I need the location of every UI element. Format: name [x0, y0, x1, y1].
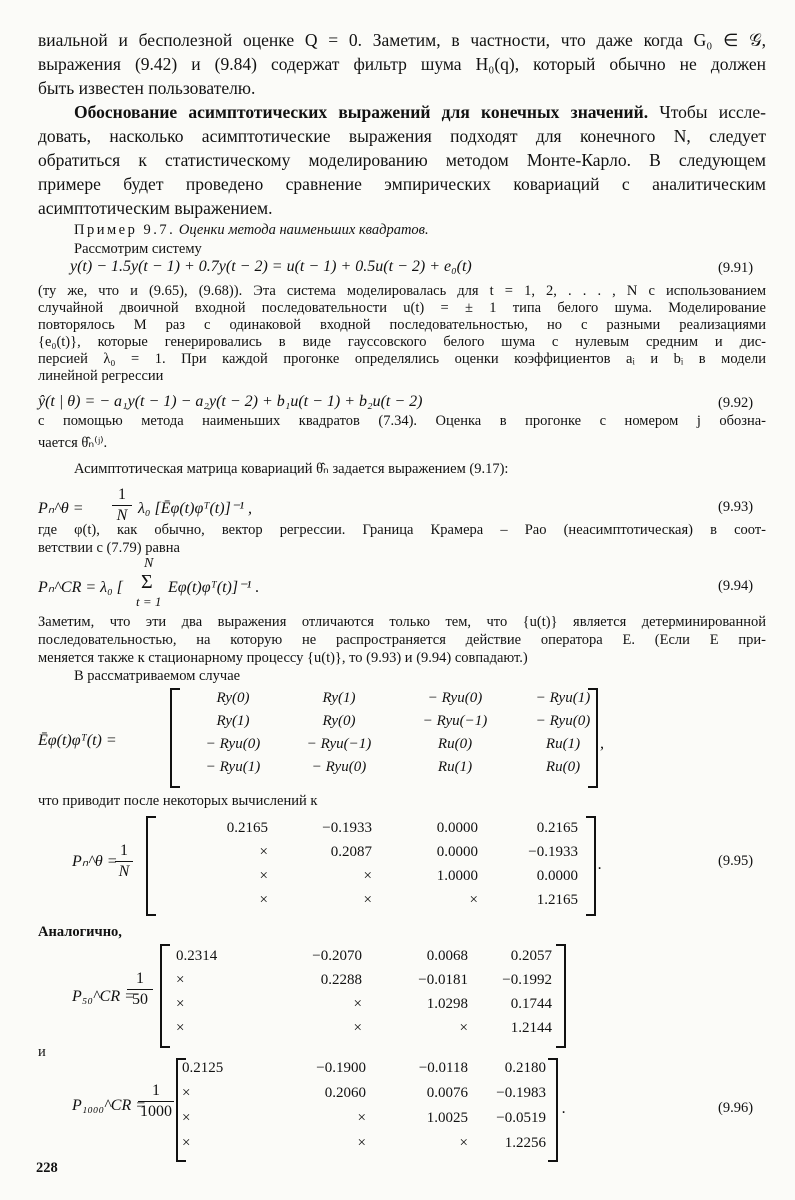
fraction-numerator: 1	[120, 842, 128, 859]
para5-line-1: Заметим, что эти два выражения отличаются только тем, что {u(t)} является детерминированной	[38, 614, 766, 630]
equation-9-95-fraction	[115, 842, 133, 881]
matrix-cell: ×	[459, 1020, 468, 1036]
matrix-cell: −0.1992	[502, 972, 552, 988]
matrix-cell: ×	[357, 1135, 366, 1151]
matrix-cell: 0.2060	[324, 1085, 366, 1101]
para4-line-1: где φ(t), как обычно, вектор регрессии. Граница Крамера – Рао (неасимптотическая) в соот-	[38, 522, 766, 538]
p50-fraction	[127, 970, 153, 1009]
asymptotic-line: Асимптотическая матрица ковариаций θ̂ₙ задается выражением (9.17):	[74, 461, 509, 477]
equation-number-9-91: (9.91)	[718, 260, 754, 276]
eq95-right-bracket	[586, 816, 596, 916]
sum-lower-limit: t = 1	[136, 594, 162, 609]
matrix-cell: 0.0000	[436, 844, 478, 860]
equation-9-93-lhs: Pₙ^θ =	[38, 500, 84, 517]
example-consider: Рассмотрим систему	[74, 241, 202, 257]
matrix-cell: 0.2314	[176, 948, 218, 964]
matrix-cell: − Ryu(0)	[427, 690, 483, 706]
equation-9-95-lhs: Pₙ^θ =	[72, 853, 118, 870]
intro-line-1: виальной и бесполезной оценке Q = 0. Заметим, в частности, что даже когда G₀ ∈ 𝒢,	[38, 30, 766, 50]
matrix-cell: 0.0000	[536, 868, 578, 884]
matrix-cell: 0.2057	[510, 948, 552, 964]
matrix-cell: ×	[459, 1135, 468, 1151]
section-line-5: асимптотическим выражением.	[38, 198, 273, 218]
eq95-left-bracket	[146, 816, 156, 916]
matrix-cell: Ru(0)	[437, 736, 473, 752]
p1000-tail: .	[562, 1100, 566, 1117]
matrix-cell: 0.2288	[320, 972, 362, 988]
matrix-cell: 0.2165	[226, 820, 268, 836]
equation-9-92: ŷ(t | θ) = − a₁y(t − 1) − a₂y(t − 2) + b₁u(t − 1) + b₂u(t − 2)	[38, 393, 423, 410]
matrix-cell: −0.0181	[418, 972, 468, 988]
fraction-numerator: 1	[136, 970, 144, 987]
fraction-denominator: N	[116, 507, 128, 524]
matrix-cell: ×	[259, 892, 268, 908]
matrix-cell: 0.0076	[426, 1085, 468, 1101]
equation-9-91: y(t) − 1.5y(t − 1) + 0.7y(t − 2) = u(t − 1) + 0.5u(t − 2) + e₀(t)	[70, 258, 472, 275]
cov-matrix-tail: ,	[600, 735, 604, 752]
leads-to-line: что приводит после некоторых вычислений к	[38, 793, 318, 809]
sum-upper-limit: N	[144, 556, 154, 571]
p50-right-bracket	[556, 944, 566, 1048]
matrix-cell: ×	[176, 972, 185, 988]
equation-number-9-92: (9.92)	[718, 395, 754, 411]
para3-line-2: чается θ̂ₙ⁽ʲ⁾.	[38, 435, 108, 451]
matrix-cell: ×	[182, 1110, 191, 1126]
section-line-1-rest: Чтобы иссле-	[659, 102, 766, 122]
matrix-cell: − Ryu(−1)	[306, 736, 372, 752]
equation-9-94-rhs: Eφ(t)φᵀ(t)]⁻¹ .	[168, 579, 260, 596]
fraction-numerator: 1	[118, 486, 126, 503]
fraction-denominator: 1000	[140, 1103, 172, 1120]
matrix-cell: 1.2165	[536, 892, 578, 908]
example-heading	[74, 222, 429, 239]
matrix-cell: Ry(0)	[216, 690, 250, 706]
matrix-cell: ×	[469, 892, 478, 908]
matrix-cell: − Ryu(0)	[311, 759, 367, 775]
intro-line-2: выражения (9.42) и (9.84) содержат фильтр шума H₀(q), который обычно не должен	[38, 54, 766, 74]
equation-number-9-93: (9.93)	[718, 499, 754, 515]
p1000-lhs: P₁₀₀₀^CR =	[72, 1097, 147, 1114]
matrix-cell: 1.0025	[426, 1110, 468, 1126]
matrix-cell: ×	[357, 1110, 366, 1126]
section-line-4: примере будет проведено сравнение эмпирических ковариаций с аналитическим	[38, 174, 766, 194]
matrix-cell: ×	[176, 996, 185, 1012]
matrix-cell: ×	[363, 892, 372, 908]
equation-9-93-rhs: λ₀ [Ēφ(t)φᵀ(t)]⁻¹ ,	[138, 500, 253, 517]
equation-9-93-fraction	[112, 486, 132, 525]
matrix-cell: 0.0068	[426, 948, 468, 964]
section-heading: Обоснование асимптотических выражений для конечных значений.	[74, 102, 649, 122]
matrix-cell: Ru(0)	[545, 759, 581, 775]
matrix-cell: −0.0118	[418, 1060, 468, 1076]
matrix-cell: − Ryu(1)	[205, 759, 261, 775]
matrix-cell: 0.2087	[330, 844, 372, 860]
matrix-cell: ×	[363, 868, 372, 884]
para2-line-5: персией λ₀ = 1. При каждой прогонке определялись оценки коэффициентов aᵢ и bᵢ в модели	[38, 351, 766, 367]
matrix-cell: − Ryu(−1)	[422, 713, 488, 729]
matrix-cell: 0.2165	[536, 820, 578, 836]
p1000-fraction	[138, 1082, 174, 1121]
matrix-cell: −0.1933	[322, 820, 372, 836]
para5-line-3: меняется также к стационарному процессу {u(t)}, то (9.93) и (9.94) совпадают.)	[38, 650, 528, 666]
page-number: 228	[36, 1160, 58, 1176]
p1000-right-bracket	[548, 1058, 558, 1162]
equation-number-9-96: (9.96)	[718, 1100, 754, 1116]
matrix-cell: 1.0298	[426, 996, 468, 1012]
eq95-tail: .	[598, 856, 602, 873]
matrix-cell: ×	[182, 1085, 191, 1101]
matrix-cell: ×	[353, 1020, 362, 1036]
fraction-denominator: N	[118, 863, 130, 880]
matrix-cell: ×	[182, 1135, 191, 1151]
equation-9-94-lhs: Pₙ^CR = λ₀ [	[38, 579, 123, 596]
matrix-cell: ×	[259, 868, 268, 884]
matrix-cell: 0.1744	[510, 996, 552, 1012]
para5-line-2: последовательностью, на которую не распространяется действие оператора E. (Если E при-	[38, 632, 766, 648]
example-label: Пример 9.7.	[74, 222, 176, 238]
matrix-cell: 1.2144	[510, 1020, 552, 1036]
sum-sign: Σ	[141, 571, 153, 593]
equation-number-9-95: (9.95)	[718, 853, 754, 869]
p50-lhs: P₅₀^CR =	[72, 988, 135, 1005]
para2-line-2: случайной двоичной входной последовательности u(t) = ± 1 типа белого шума. Моделирование	[38, 300, 766, 316]
matrix-cell: Ry(0)	[322, 713, 356, 729]
example-title: Оценки метода наименьших квадратов.	[178, 222, 429, 238]
matrix-cell: − Ryu(0)	[535, 713, 591, 729]
para2-line-1: (ту же, что и (9.65), (9.68)). Эта система моделировалась для t = 1, 2, . . . , N с использованием	[38, 283, 766, 299]
matrix-cell: Ru(1)	[437, 759, 473, 775]
intro-line-3: быть известен пользователю.	[38, 78, 256, 98]
matrix-cell: Ry(1)	[216, 713, 250, 729]
matrix-cell: − Ryu(1)	[535, 690, 591, 706]
para3-line-1: с помощью метода наименьших квадратов (7.34). Оценка в прогонке с номером j обозна-	[38, 413, 766, 429]
matrix-cell: 1.0000	[436, 868, 478, 884]
similarly-label: Аналогично,	[38, 924, 122, 940]
matrix-cell: − Ryu(0)	[205, 736, 261, 752]
fraction-denominator: 50	[132, 991, 148, 1008]
matrix-cell: −0.2070	[312, 948, 362, 964]
matrix-cell: Ru(1)	[545, 736, 581, 752]
section-line-1	[74, 102, 766, 123]
section-line-2: довать, насколько асимптотические выражения подходят для конечного N, следует	[38, 126, 766, 146]
matrix-cell: ×	[353, 996, 362, 1012]
cov-matrix-lhs: Ēφ(t)φᵀ(t) =	[38, 732, 117, 749]
case-intro: В рассматриваемом случае	[74, 668, 241, 684]
matrix-cell: 0.0000	[436, 820, 478, 836]
matrix-cell: −0.1983	[496, 1085, 546, 1101]
para2-line-6: линейной регрессии	[38, 368, 164, 384]
matrix-cell: 1.2256	[504, 1135, 546, 1151]
and-label: и	[38, 1044, 46, 1060]
para4-line-2: ветствии с (7.79) равна	[38, 540, 180, 556]
matrix-cell: ×	[176, 1020, 185, 1036]
matrix-cell: ×	[259, 844, 268, 860]
p50-left-bracket	[160, 944, 170, 1048]
para2-line-4: {e₀(t)}, которые генерировались в виде гауссовского белого шума с нулевым средним и дис-	[38, 334, 766, 350]
matrix-cell: 0.2125	[182, 1060, 224, 1076]
matrix-cell: −0.1933	[528, 844, 578, 860]
section-line-3: обратиться к статистическому моделированию методом Монте-Карло. В следующем	[38, 150, 766, 170]
fraction-numerator: 1	[152, 1082, 160, 1099]
matrix-cell: −0.1900	[316, 1060, 366, 1076]
matrix-cell: 0.2180	[504, 1060, 546, 1076]
matrix-cell: −0.0519	[496, 1110, 546, 1126]
matrix-cell: Ry(1)	[322, 690, 356, 706]
equation-number-9-94: (9.94)	[718, 578, 754, 594]
para2-line-3: повторялось M раз с одинаковой входной последовательностью, но с разными реализациями	[38, 317, 766, 333]
